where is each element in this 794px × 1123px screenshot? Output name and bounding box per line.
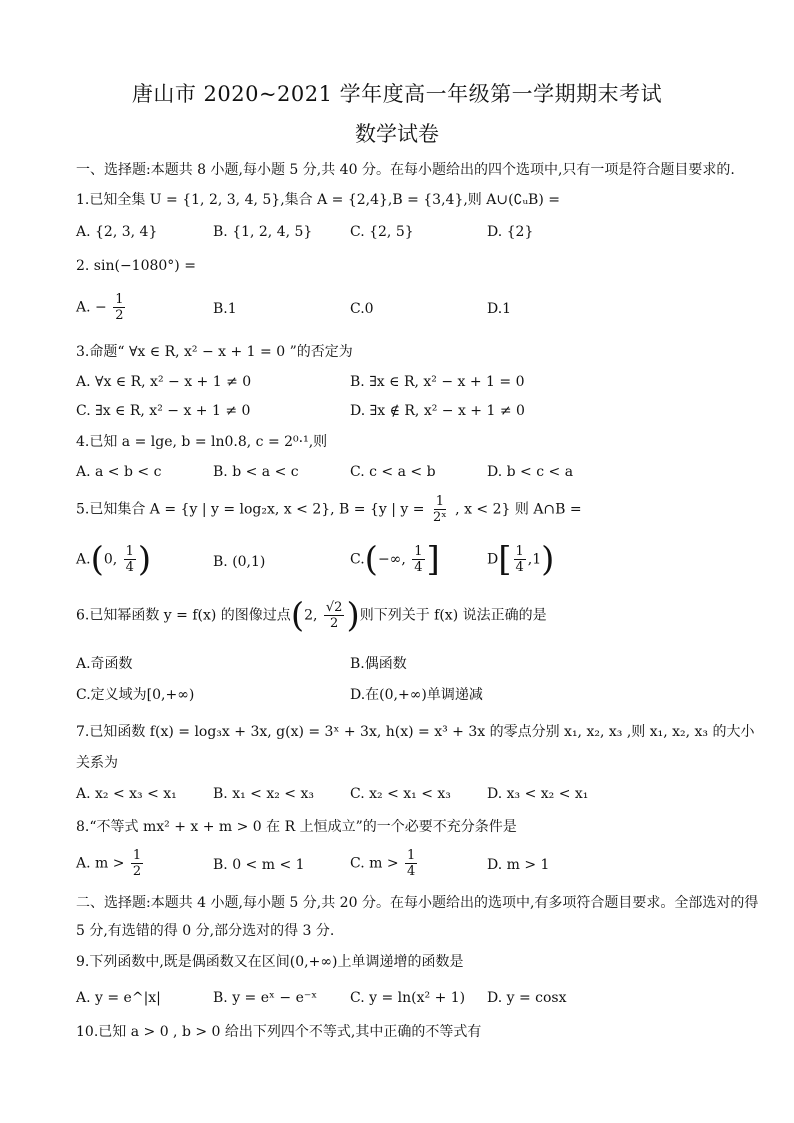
q5-stem [76,494,582,525]
q6-point-fraction [324,600,345,631]
q5-option-d-fraction [514,544,526,575]
q6-stem: 6.已知幂函数 y = f(x) 的图像过点(2, $\frac{√2}{2}$ )则下列关于 f(x) 说法正确的是 [76,595,547,636]
q9-stem: 9.下列函数中,既是偶函数又在区间(0,+∞)上单调递增的函数是 [76,954,464,970]
q8-option-c-numerator: 1 [407,848,416,863]
q4-option-c: C. c < a < b [350,464,436,480]
q4-option-a: A. a < b < c [76,464,162,480]
q1-option-c: C. {2, 5} [350,224,414,240]
q5-stem-numerator: 1 [435,494,444,509]
q4-option-b: B. b < a < c [213,464,299,480]
q1-option-a: A. {2, 3, 4} [76,224,158,240]
q8-option-c-fraction [405,848,417,879]
q1-option-b: B. {1, 2, 4, 5} [213,224,313,240]
q8-option-a-denominator: 2 [132,864,142,879]
q5-option-a-label: A. [76,551,91,568]
section2-intro-line1: 二、选择题:本题共 4 小题,每小题 5 分,共 20 分。在每小题给出的选项中,有多项符合题目要求。全部选对的得 [76,895,759,911]
section1-intro: 一、选择题:本题共 8 小题,每小题 5 分,共 40 分。在每小题给出的四个选项中,只有一项是符合题目要求的. [76,162,735,178]
q1-option-d: D. {2} [487,224,534,240]
q6-point-denominator: 2 [330,616,339,631]
q2-option-a-prefix: A. − [76,299,107,316]
q5-option-c-fraction [412,544,424,575]
q5-option-a-numerator: 1 [125,544,134,559]
q9-option-b: B. y = eˣ − e⁻ˣ [213,990,318,1006]
q5-option-a-value: 0, [103,551,122,568]
q5-option-c-value: −∞, [377,551,411,568]
section2-intro-line2: 5 分,有选错的得 0 分,部分选对的得 3 分. [76,923,335,939]
q8-option-d: D. m > 1 [487,857,550,873]
q2-option-a-denominator: 2 [115,308,124,323]
q5-stem-post: , x < 2} 则 A∩B = [455,501,582,518]
q2-option-d: D.1 [487,301,512,317]
q6-point-numerator: √2 [325,600,343,615]
q8-option-c-label: C. m > [350,855,399,872]
q5-option-b: B. (0,1) [213,554,266,570]
q6-stem-post: 则下列关于 f(x) 说法正确的是 [359,607,547,624]
q6-option-a: A.奇函数 [76,656,133,672]
q5-option-d-numerator: 1 [515,544,524,559]
q5-option-a-denominator: 4 [125,560,134,575]
q5-option-a-fraction [124,544,136,575]
q8-option-a-fraction [131,848,143,879]
q8-option-a [76,848,145,879]
q2-stem: 2. sin(−1080°) = [76,258,196,274]
q3-option-a: A. ∀x ∈ R, x² − x + 1 ≠ 0 [76,374,252,390]
q6-option-c: C.定义域为[0,+∞) [76,687,195,703]
q8-stem: 8.“不等式 mx² + x + m > 0 在 R 上恒成立”的一个必要不充分条件是 [76,819,517,835]
q6-option-b: B.偶函数 [350,656,407,672]
q4-stem: 4.已知 a = lge, b = ln0.8, c = 2⁰·¹,则 [76,434,328,450]
q6-option-d: D.在(0,+∞)单调递减 [350,687,483,703]
q9-option-d: D. y = cosx [487,990,567,1006]
q2-option-b: B.1 [213,301,237,317]
q6-point-x: 2, [304,607,322,624]
q5-option-d-value: ,1 [527,551,542,568]
q2-option-a-fraction [113,292,125,323]
q6-stem-pre: 6.已知幂函数 y = f(x) 的图像过点 [76,607,291,624]
q3-stem: 3.命题“ ∀x ∈ R, x² − x + 1 = 0 ”的否定为 [76,344,353,360]
q8-option-a-label: A. m > [76,855,125,872]
q5-option-c-label: C. [350,551,365,568]
q5-option-d-denominator: 4 [515,560,524,575]
q4-option-d: D. b < c < a [487,464,574,480]
q5-option-c-denominator: 4 [414,560,423,575]
q7-stem-line1: 7.已知函数 f(x) = log₃x + 3x, g(x) = 3ˣ + 3x, h(x) = x³ + 3x 的零点分别 x₁, x₂, x₃ ,则 x₁, x₂, x₃ 的大小 [76,724,755,740]
q8-option-b: B. 0 < m < 1 [213,857,305,873]
q5-option-a: A.(0, $\frac{1}{4}$ ) [76,539,152,580]
q8-option-c [350,848,419,879]
q5-stem-pre: 5.已知集合 A = {y | y = log₂x, x < 2}, B = {y | y = [76,501,425,518]
q7-option-c: C. x₂ < x₁ < x₃ [350,786,451,802]
q3-option-d: D. ∃x ∉ R, x² − x + 1 ≠ 0 [350,403,525,419]
q9-option-c: C. y = ln(x² + 1) [350,990,466,1006]
q5-stem-fraction [431,494,449,525]
q5-option-d: D[ $\frac{1}{4}$ ,1) [487,539,555,580]
q5-stem-denominator: 2ˣ [432,510,447,525]
q10-stem: 10.已知 a > 0 , b > 0 给出下列四个不等式,其中正确的不等式有 [76,1024,482,1040]
q5-option-c-numerator: 1 [414,544,423,559]
q7-option-b: B. x₁ < x₂ < x₃ [213,786,314,802]
q3-option-c: C. ∃x ∈ R, x² − x + 1 ≠ 0 [76,403,251,419]
q3-option-b: B. ∃x ∈ R, x² − x + 1 = 0 [350,374,525,390]
page-subtitle: 数学试卷 [355,122,439,146]
q8-option-c-denominator: 4 [407,864,416,879]
q5-option-c: C.(−∞, $\frac{1}{4}$ ] [350,539,440,580]
q9-option-a: A. y = e^|x| [76,990,161,1006]
q2-option-a-numerator: 1 [115,292,124,307]
q5-option-d-label: D [487,551,499,568]
q7-stem-line2: 关系为 [76,755,118,771]
q7-option-d: D. x₃ < x₂ < x₁ [487,786,589,802]
q2-option-c: C.0 [350,301,374,317]
q7-option-a: A. x₂ < x₃ < x₁ [76,786,177,802]
q1-stem: 1.已知全集 U = {1, 2, 3, 4, 5},集合 A = {2,4},B = {3,4},则 A∪(∁ᵤB) = [76,192,560,208]
page-title: 唐山市 2020~2021 学年度高一年级第一学期期末考试 [131,82,663,106]
q2-option-a [76,292,127,323]
q8-option-a-numerator: 1 [132,848,142,863]
